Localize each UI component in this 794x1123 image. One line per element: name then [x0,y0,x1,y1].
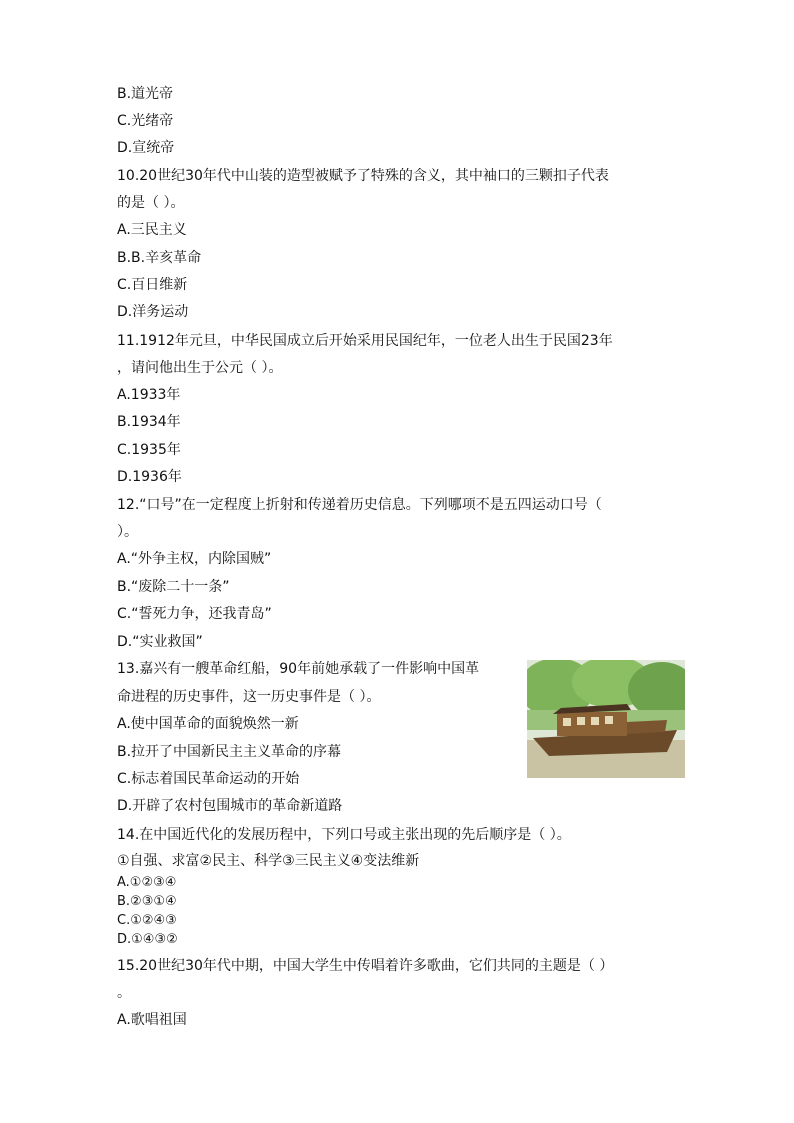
q15-option-a: A.歌唱祖国 [117,1012,187,1028]
red-boat-photo [527,660,685,778]
question-15-line-2: 。 [117,985,131,1001]
q12-option-d: D.“实业救国” [117,634,203,650]
q11-option-c: C.1935年 [117,442,181,458]
question-14-line-1: 14.在中国近代化的发展历程中，下列口号或主张出现的先后顺序是（ ）。 [117,827,571,843]
q11-option-a: A.1933年 [117,387,181,403]
question-14-items: ①自强、求富②民主、科学③三民主义④变法维新 [117,853,420,869]
q11-option-b: B.1934年 [117,414,181,430]
question-11-line-1: 11.1912年元旦，中华民国成立后开始采用民国纪年，一位老人出生于民国23年 [117,333,613,349]
q10-option-a: A.三民主义 [117,222,187,238]
q10-option-c: C.百日维新 [117,277,188,293]
question-13-line-2: 命进程的历史事件，这一历史事件是（ ）。 [117,689,381,705]
q13-option-a: A.使中国革命的面貌焕然一新 [117,716,299,732]
question-15-line-1: 15.20世纪30年代中期，中国大学生中传唱着许多歌曲，它们共同的主题是（ ） [117,958,614,974]
q12-option-a: A.“外争主权，内除国贼” [117,551,272,567]
q14-option-c: C.①②④③ [117,913,177,928]
q12-option-b: B.“废除二十一条” [117,579,230,595]
q14-option-b: B.②③①④ [117,894,177,909]
q14-option-d: D.①④③② [117,932,178,947]
q12-option-c: C.“誓死力争，还我青岛” [117,606,272,622]
question-13-line-1: 13.嘉兴有一艘革命红船，90年前她承载了一件影响中国革 [117,661,480,677]
option-b-daoguang: B.道光帝 [117,86,174,102]
option-d-xuantong: D.宣统帝 [117,140,175,156]
option-c-guangxu: C.光绪帝 [117,113,174,129]
q13-option-d: D.开辟了农村包围城市的革命新道路 [117,798,343,814]
q13-option-b: B.拉开了中国新民主主义革命的序幕 [117,744,342,760]
q10-option-d: D.洋务运动 [117,304,189,320]
q13-option-c: C.标志着国民革命运动的开始 [117,771,300,787]
question-12-line-2: ）。 [117,524,138,540]
question-12-line-1: 12.“口号”在一定程度上折射和传递着历史信息。下列哪项不是五四运动口号（ [117,497,602,513]
q10-option-b: B.B.辛亥革命 [117,250,202,266]
question-10-line-1: 10.20世纪30年代中山装的造型被赋予了特殊的含义，其中袖口的三颗扣子代表 [117,168,609,184]
question-10-line-2: 的是（ ）。 [117,195,185,211]
q14-option-a: A.①②③④ [117,875,177,890]
question-11-line-2: ，请问他出生于公元（ ）。 [117,360,283,376]
red-boat-illustration [527,660,685,778]
q11-option-d: D.1936年 [117,469,182,485]
